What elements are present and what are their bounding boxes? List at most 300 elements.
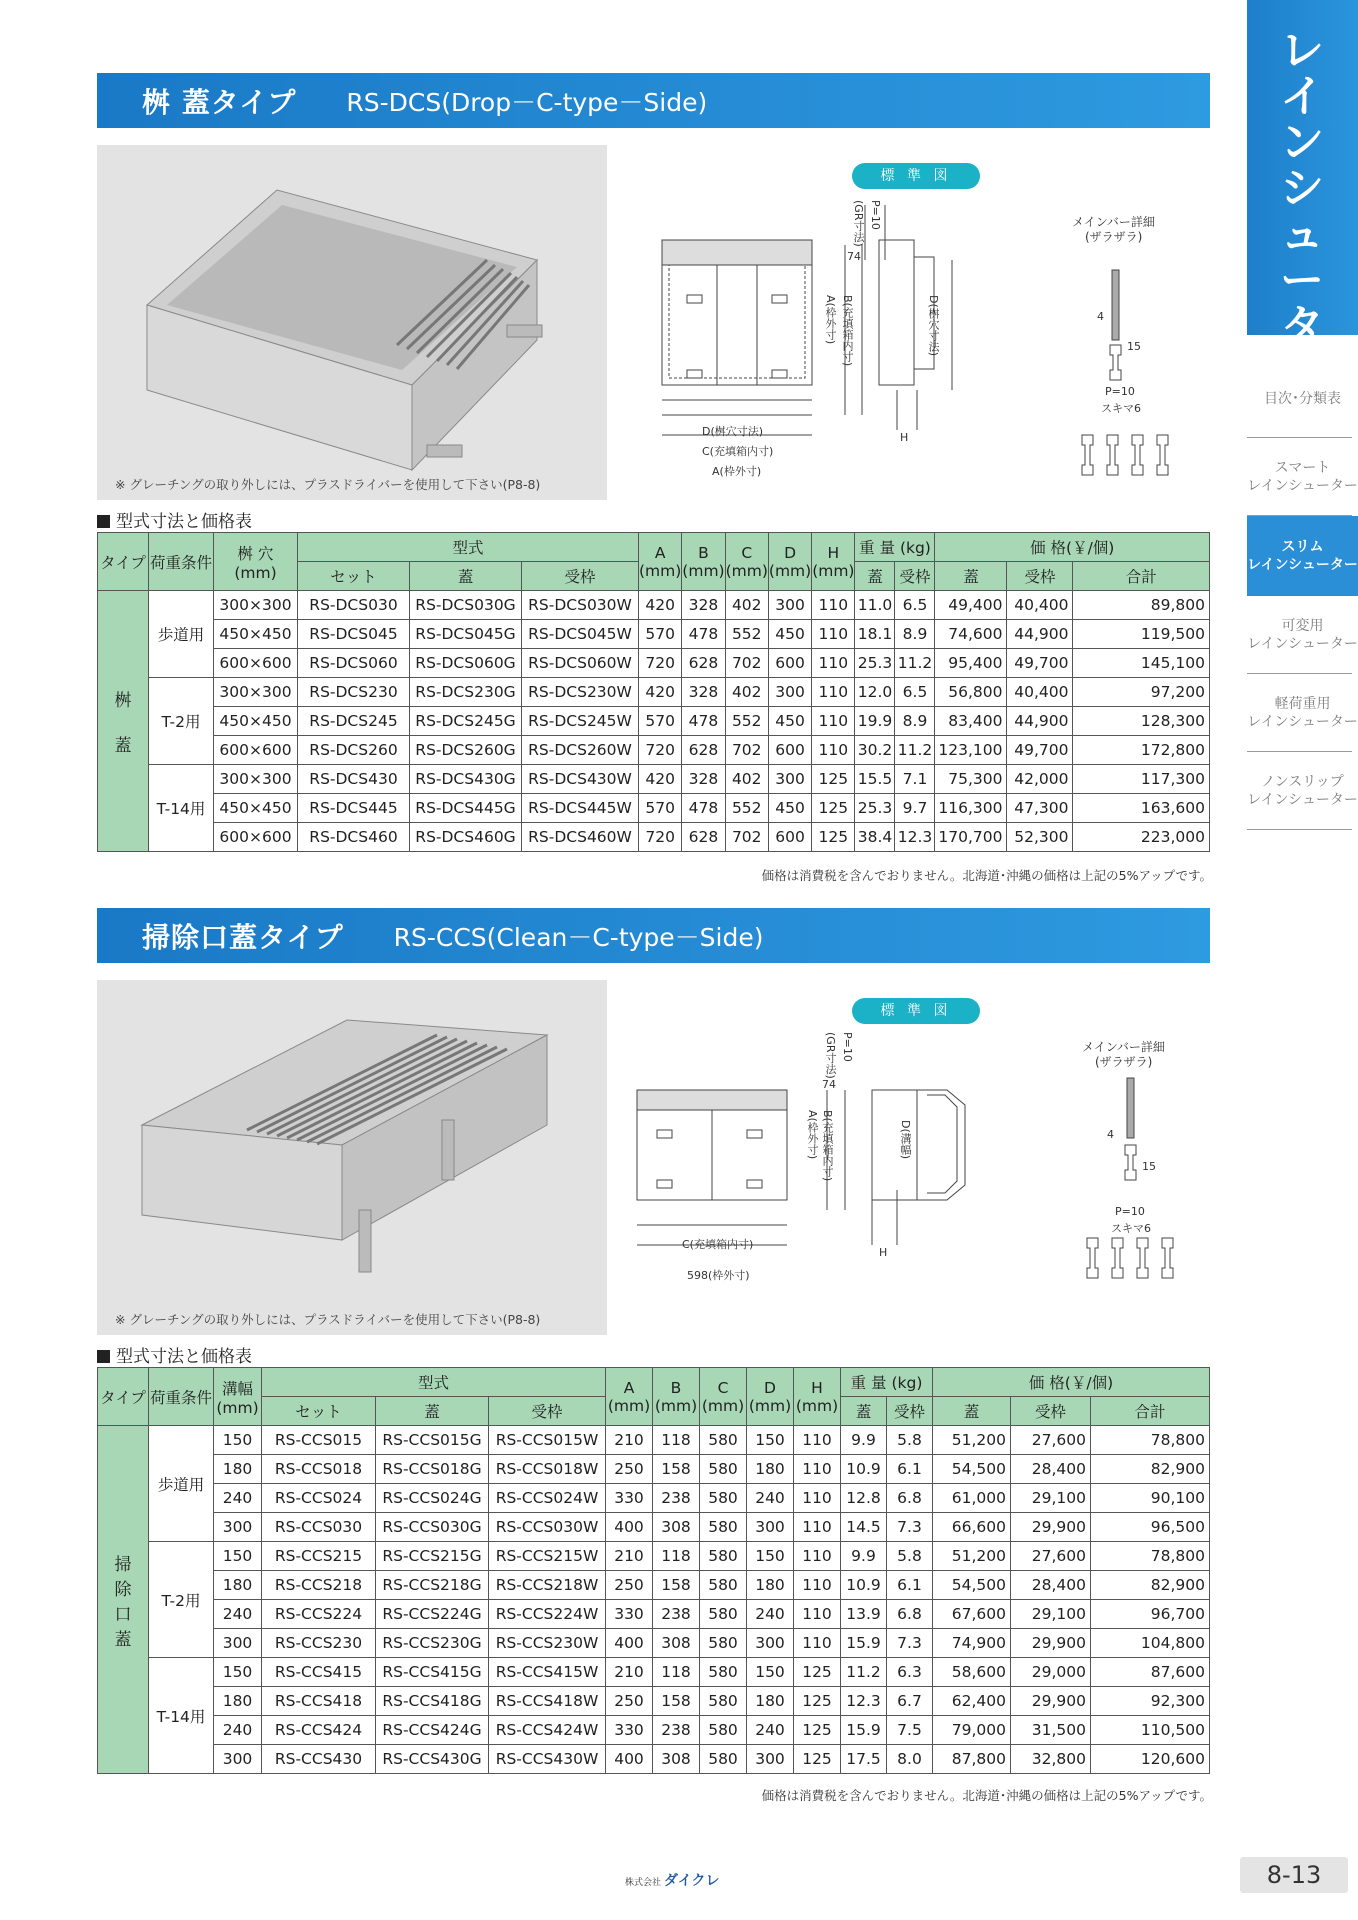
ccs-detail-pitch: P=10 xyxy=(1115,1205,1145,1218)
table-cell: RS-DCS045W xyxy=(522,620,639,649)
table-cell: 40,400 xyxy=(1007,678,1073,707)
table-cell: 150 xyxy=(747,1658,794,1687)
table-cell: 9.9 xyxy=(841,1426,887,1455)
table-cell: RS-DCS230 xyxy=(298,678,410,707)
table-cell: 580 xyxy=(700,1484,747,1513)
table-cell: 250 xyxy=(606,1455,653,1484)
table-cell: 25.3 xyxy=(855,649,895,678)
table-cell: 5.8 xyxy=(887,1542,933,1571)
table-cell: 40,400 xyxy=(1007,591,1073,620)
dcs-plan-diagram xyxy=(607,145,1210,500)
table-cell: 87,600 xyxy=(1091,1658,1210,1687)
table-cell: 580 xyxy=(700,1513,747,1542)
dcs-74-label: 74 xyxy=(847,250,861,263)
table-cell: 6.1 xyxy=(887,1455,933,1484)
table-cell: 402 xyxy=(725,765,768,794)
th-a: A (mm) xyxy=(639,533,682,591)
table-cell: 240 xyxy=(747,1484,794,1513)
table-cell: 450 xyxy=(768,794,811,823)
table-cell: 32,800 xyxy=(1011,1745,1091,1774)
table-cell: RS-DCS030W xyxy=(522,591,639,620)
table-cell: 7.3 xyxy=(887,1629,933,1658)
table-cell: 180 xyxy=(747,1687,794,1716)
th-set: セット xyxy=(262,1397,376,1426)
table-cell: 180 xyxy=(214,1687,262,1716)
table-cell: RS-DCS060G xyxy=(410,649,522,678)
table-cell: 10.9 xyxy=(841,1455,887,1484)
section1-standard-drawing xyxy=(607,145,1210,500)
table-row xyxy=(98,1484,1210,1513)
table-cell: 125 xyxy=(794,1716,841,1745)
table-cell: 29,900 xyxy=(1011,1513,1091,1542)
dcs-product-illustration xyxy=(97,145,607,500)
th-h: H (mm) xyxy=(812,533,855,591)
section1-figure-panel xyxy=(97,145,1210,500)
table-cell: 400 xyxy=(606,1629,653,1658)
table-cell: 300×300 xyxy=(214,591,298,620)
table-cell: 158 xyxy=(653,1687,700,1716)
table-cell: 600×600 xyxy=(214,823,298,852)
section2-table-caption: 型式寸法と価格表 xyxy=(97,1342,252,1367)
table-cell: 552 xyxy=(725,620,768,649)
type-cell: 桝 蓋 xyxy=(98,591,149,852)
table-cell: 6.5 xyxy=(895,591,935,620)
dcs-b-vert-label: B(充填箱内寸) xyxy=(841,295,854,367)
table-row xyxy=(98,1600,1210,1629)
table-cell: 82,900 xyxy=(1091,1571,1210,1600)
table-cell: 42,000 xyxy=(1007,765,1073,794)
dcs-gr-label: (GR寸法) xyxy=(852,200,865,247)
table-cell: RS-DCS260 xyxy=(298,736,410,765)
table-cell: 15.9 xyxy=(841,1629,887,1658)
table-cell: 8.9 xyxy=(895,620,935,649)
sidebar-item-1[interactable]: スマート レインシューター xyxy=(1247,438,1358,516)
th-p-lid: 蓋 xyxy=(935,562,1007,591)
table-row xyxy=(98,1571,1210,1600)
table-cell: 128,300 xyxy=(1073,707,1210,736)
section1-title: 桝 蓋タイプ xyxy=(142,85,297,119)
table-cell: RS-CCS418 xyxy=(262,1687,376,1716)
table-cell: 328 xyxy=(682,765,725,794)
table-cell: RS-CCS430 xyxy=(262,1745,376,1774)
table-cell: RS-DCS430 xyxy=(298,765,410,794)
table-cell: RS-CCS015G xyxy=(376,1426,489,1455)
table-cell: 19.9 xyxy=(855,707,895,736)
ccs-detail-gap: スキマ6 xyxy=(1111,1222,1151,1235)
table-cell: 330 xyxy=(606,1716,653,1745)
table-cell: 110 xyxy=(794,1600,841,1629)
table-cell: 580 xyxy=(700,1455,747,1484)
table-cell: 702 xyxy=(725,823,768,852)
table-cell: 87,800 xyxy=(933,1745,1011,1774)
table-cell: 308 xyxy=(653,1629,700,1658)
table-cell: RS-CCS424 xyxy=(262,1716,376,1745)
table-cell: 125 xyxy=(812,823,855,852)
table-cell: RS-DCS060W xyxy=(522,649,639,678)
table-cell: 14.5 xyxy=(841,1513,887,1542)
table-cell: 600 xyxy=(768,649,811,678)
load-cell: T-2用 xyxy=(149,1542,214,1658)
table-cell: RS-CCS218G xyxy=(376,1571,489,1600)
load-cell: T-2用 xyxy=(149,678,214,765)
table-cell: 125 xyxy=(794,1658,841,1687)
table-cell: 210 xyxy=(606,1426,653,1455)
table-cell: 328 xyxy=(682,678,725,707)
table-cell: RS-CCS030 xyxy=(262,1513,376,1542)
dcs-c-inner-label: C(充填箱内寸) xyxy=(702,445,774,458)
section2-price-notice: 価格は消費税を含んでおりません。北海道･沖縄の価格は上記の5%アップです。 xyxy=(761,1788,1212,1803)
th-a: A (mm) xyxy=(606,1368,653,1426)
table-cell: 400 xyxy=(606,1745,653,1774)
ccs-c-inner-label: C(充填箱内寸) xyxy=(682,1238,754,1251)
section1-price-notice: 価格は消費税を含んでおりません。北海道･沖縄の価格は上記の5%アップです。 xyxy=(761,868,1212,883)
table-cell: RS-CCS215W xyxy=(489,1542,606,1571)
table-cell: 478 xyxy=(682,794,725,823)
table-cell: RS-CCS418G xyxy=(376,1687,489,1716)
table-cell: 238 xyxy=(653,1716,700,1745)
table-cell: 9.7 xyxy=(895,794,935,823)
table-cell: 570 xyxy=(639,794,682,823)
table-cell: 158 xyxy=(653,1571,700,1600)
table-cell: RS-CCS015W xyxy=(489,1426,606,1455)
section2-product-photo xyxy=(97,980,607,1335)
table-cell: 89,800 xyxy=(1073,591,1210,620)
sidebar-item-0[interactable]: 目次･分類表 xyxy=(1247,360,1358,438)
table-cell: RS-CCS218 xyxy=(262,1571,376,1600)
th-model: 型式 xyxy=(298,533,639,562)
table-cell: RS-CCS430G xyxy=(376,1745,489,1774)
table-cell: 110,500 xyxy=(1091,1716,1210,1745)
th-w-frame: 受枠 xyxy=(895,562,935,591)
dcs-detail-title: メインバー詳細 xyxy=(1072,215,1155,229)
th-price: 価 格(￥/個) xyxy=(933,1368,1210,1397)
table-cell: 238 xyxy=(653,1484,700,1513)
table-row xyxy=(98,1426,1210,1455)
table-cell: 6.3 xyxy=(887,1658,933,1687)
table-cell: RS-CCS215G xyxy=(376,1542,489,1571)
ccs-p10-label: P=10 xyxy=(841,1032,854,1062)
table-cell: 17.5 xyxy=(841,1745,887,1774)
square-bullet-icon xyxy=(97,1350,110,1363)
table-cell: 6.8 xyxy=(887,1484,933,1513)
table-cell: 330 xyxy=(606,1484,653,1513)
table-cell: 328 xyxy=(682,591,725,620)
table-cell: 125 xyxy=(794,1687,841,1716)
table-cell: 9.9 xyxy=(841,1542,887,1571)
section2-standard-badge: 標 準 図 xyxy=(852,998,980,1024)
table-cell: 300 xyxy=(768,765,811,794)
dcs-a-vert-label: A(枠外寸) xyxy=(824,295,837,345)
table-cell: 11.2 xyxy=(895,649,935,678)
sidebar-item-4[interactable]: 軽荷重用 レインシューター xyxy=(1247,674,1358,752)
table-cell: 300×300 xyxy=(214,765,298,794)
table-cell: 8.0 xyxy=(887,1745,933,1774)
th-lid: 蓋 xyxy=(376,1397,489,1426)
table-cell: 478 xyxy=(682,620,725,649)
table-cell: 552 xyxy=(725,707,768,736)
table-cell: 308 xyxy=(653,1745,700,1774)
table-row xyxy=(98,1658,1210,1687)
table-cell: 110 xyxy=(812,736,855,765)
table-cell: RS-CCS024 xyxy=(262,1484,376,1513)
table-cell: 110 xyxy=(812,620,855,649)
table-cell: 300 xyxy=(747,1745,794,1774)
table-cell: 96,700 xyxy=(1091,1600,1210,1629)
table-cell: 47,300 xyxy=(1007,794,1073,823)
section1-table-caption: 型式寸法と価格表 xyxy=(97,507,252,532)
table-cell: 702 xyxy=(725,649,768,678)
th-d: D (mm) xyxy=(747,1368,794,1426)
table-cell: RS-CCS018 xyxy=(262,1455,376,1484)
table-cell: 110 xyxy=(794,1484,841,1513)
table-cell: 51,200 xyxy=(933,1542,1011,1571)
table-cell: 580 xyxy=(700,1600,747,1629)
table-cell: 580 xyxy=(700,1745,747,1774)
table-cell: 104,800 xyxy=(1091,1629,1210,1658)
table-cell: 163,600 xyxy=(1073,794,1210,823)
table-cell: 54,500 xyxy=(933,1571,1011,1600)
table-cell: 570 xyxy=(639,707,682,736)
table-cell: RS-DCS060 xyxy=(298,649,410,678)
table-cell: 125 xyxy=(794,1745,841,1774)
th-h: H (mm) xyxy=(794,1368,841,1426)
table-cell: 29,900 xyxy=(1011,1687,1091,1716)
table-cell: 300 xyxy=(768,678,811,707)
table-cell: 240 xyxy=(747,1600,794,1629)
table-cell: 74,600 xyxy=(935,620,1007,649)
table-cell: RS-DCS045G xyxy=(410,620,522,649)
table-cell: 150 xyxy=(747,1542,794,1571)
table-cell: 330 xyxy=(606,1600,653,1629)
table-cell: 38.4 xyxy=(855,823,895,852)
table-cell: 15.5 xyxy=(855,765,895,794)
dcs-detail-15: 15 xyxy=(1127,340,1141,353)
section1-header xyxy=(97,73,1210,128)
table-cell: 119,500 xyxy=(1073,620,1210,649)
table-cell: 300 xyxy=(747,1629,794,1658)
table-cell: RS-CCS424G xyxy=(376,1716,489,1745)
table-cell: 5.8 xyxy=(887,1426,933,1455)
table-cell: 420 xyxy=(639,678,682,707)
table-cell: 118 xyxy=(653,1426,700,1455)
sidebar-category-title: レインシューター xyxy=(1280,25,1324,398)
load-cell: 歩道用 xyxy=(149,1426,214,1542)
table-cell: 600 xyxy=(768,736,811,765)
th-w-frame: 受枠 xyxy=(887,1397,933,1426)
table-cell: 30.2 xyxy=(855,736,895,765)
table-cell: 11.2 xyxy=(841,1658,887,1687)
table-cell: RS-CCS418W xyxy=(489,1687,606,1716)
th-p-total: 合計 xyxy=(1073,562,1210,591)
table-cell: 250 xyxy=(606,1687,653,1716)
th-p-frame: 受枠 xyxy=(1007,562,1073,591)
ccs-outer-label: 598(枠外寸) xyxy=(687,1269,750,1282)
table-cell: RS-DCS430G xyxy=(410,765,522,794)
th-b: B (mm) xyxy=(682,533,725,591)
table-cell: RS-DCS260G xyxy=(410,736,522,765)
ccs-detail-4: 4 xyxy=(1107,1128,1114,1141)
square-bullet-icon xyxy=(97,515,110,528)
table-cell: RS-CCS030G xyxy=(376,1513,489,1542)
table-cell: 150 xyxy=(214,1542,262,1571)
table-cell: 240 xyxy=(214,1716,262,1745)
table-cell: 300 xyxy=(768,591,811,620)
table-cell: 402 xyxy=(725,591,768,620)
th-w-lid: 蓋 xyxy=(855,562,895,591)
table-cell: 180 xyxy=(214,1455,262,1484)
table-cell: RS-DCS445 xyxy=(298,794,410,823)
table-cell: 180 xyxy=(747,1455,794,1484)
table-row xyxy=(98,794,1210,823)
table-cell: RS-DCS030 xyxy=(298,591,410,620)
table-row xyxy=(98,707,1210,736)
th-b: B (mm) xyxy=(653,1368,700,1426)
table-cell: 580 xyxy=(700,1629,747,1658)
table-row xyxy=(98,1716,1210,1745)
table-cell: 300 xyxy=(214,1745,262,1774)
th-d: D (mm) xyxy=(768,533,811,591)
sidebar-item-5[interactable]: ノンスリップ レインシューター xyxy=(1247,752,1358,830)
section2-spec-table xyxy=(97,1367,1210,1774)
table-cell: 402 xyxy=(725,678,768,707)
table-cell: 180 xyxy=(214,1571,262,1600)
table-cell: RS-CCS024G xyxy=(376,1484,489,1513)
table-cell: RS-DCS260W xyxy=(522,736,639,765)
table-cell: 62,400 xyxy=(933,1687,1011,1716)
table-cell: 6.5 xyxy=(895,678,935,707)
table-cell: 308 xyxy=(653,1513,700,1542)
table-cell: 75,300 xyxy=(935,765,1007,794)
section2-header xyxy=(97,908,1210,963)
table-row xyxy=(98,649,1210,678)
section2-code: RS-CCS(Clean－C-type－Side) xyxy=(393,922,764,952)
ccs-74-label: 74 xyxy=(822,1078,836,1091)
table-cell: 15.9 xyxy=(841,1716,887,1745)
table-cell: 150 xyxy=(214,1426,262,1455)
table-cell: RS-DCS245 xyxy=(298,707,410,736)
sidebar-item-2[interactable]: スリム レインシューター xyxy=(1247,516,1358,596)
table-cell: 300 xyxy=(214,1513,262,1542)
ccs-a-vert-label: A(枠外寸) xyxy=(806,1110,819,1160)
section2-title: 掃除口蓋タイプ xyxy=(142,920,344,954)
th-type: タイプ xyxy=(98,533,149,591)
table-cell: 580 xyxy=(700,1542,747,1571)
table-cell: 49,700 xyxy=(1007,736,1073,765)
table-cell: 450×450 xyxy=(214,794,298,823)
table-cell: 110 xyxy=(812,678,855,707)
dcs-detail-gap: スキマ6 xyxy=(1101,402,1141,415)
table-cell: 49,400 xyxy=(935,591,1007,620)
table-cell: RS-DCS045 xyxy=(298,620,410,649)
dcs-a-outer-label: A(枠外寸) xyxy=(712,465,762,478)
table-cell: RS-CCS215 xyxy=(262,1542,376,1571)
table-cell: 628 xyxy=(682,823,725,852)
table-cell: 118 xyxy=(653,1542,700,1571)
table-cell: RS-DCS430W xyxy=(522,765,639,794)
section2-standard-drawing xyxy=(607,980,1210,1335)
table-cell: 158 xyxy=(653,1455,700,1484)
ccs-detail-15: 15 xyxy=(1142,1160,1156,1173)
table-row xyxy=(98,1629,1210,1658)
table-cell: 6.8 xyxy=(887,1600,933,1629)
table-cell: 44,900 xyxy=(1007,707,1073,736)
table-cell: 90,100 xyxy=(1091,1484,1210,1513)
table-cell: 150 xyxy=(214,1658,262,1687)
table-cell: 27,600 xyxy=(1011,1542,1091,1571)
th-hole: 桝 穴 (mm) xyxy=(214,533,298,591)
table-cell: 96,500 xyxy=(1091,1513,1210,1542)
table-cell: 12.8 xyxy=(841,1484,887,1513)
section2-photo-note: ※ グレーチングの取り外しには、プラスドライバーを使用して下さい(P8-8) xyxy=(115,1312,541,1327)
sidebar-item-3[interactable]: 可変用 レインシューター xyxy=(1247,596,1358,674)
table-cell: 450 xyxy=(768,620,811,649)
table-cell: RS-CCS424W xyxy=(489,1716,606,1745)
load-cell: T-14用 xyxy=(149,1658,214,1774)
table-cell: 28,400 xyxy=(1011,1571,1091,1600)
table-cell: 478 xyxy=(682,707,725,736)
table-row xyxy=(98,1455,1210,1484)
table-cell: 28,400 xyxy=(1011,1455,1091,1484)
table-cell: 300 xyxy=(747,1513,794,1542)
ccs-product-illustration xyxy=(97,980,607,1335)
th-p-frame: 受枠 xyxy=(1011,1397,1091,1426)
table-cell: 8.9 xyxy=(895,707,935,736)
table-cell: RS-DCS245G xyxy=(410,707,522,736)
table-cell: 110 xyxy=(812,707,855,736)
table-cell: 12.3 xyxy=(895,823,935,852)
table-cell: 110 xyxy=(794,1513,841,1542)
table-cell: 170,700 xyxy=(935,823,1007,852)
table-cell: 110 xyxy=(794,1426,841,1455)
dcs-h-label: H xyxy=(900,431,909,444)
table-row xyxy=(98,620,1210,649)
table-cell: 52,300 xyxy=(1007,823,1073,852)
table-row xyxy=(98,765,1210,794)
table-cell: 123,100 xyxy=(935,736,1007,765)
table-cell: 51,200 xyxy=(933,1426,1011,1455)
th-load: 荷重条件 xyxy=(149,1368,214,1426)
table-cell: 240 xyxy=(214,1600,262,1629)
section1-code: RS-DCS(Drop－C-type－Side) xyxy=(346,87,708,117)
th-p-lid: 蓋 xyxy=(933,1397,1011,1426)
table-cell: 56,800 xyxy=(935,678,1007,707)
table-cell: 13.9 xyxy=(841,1600,887,1629)
th-load: 荷重条件 xyxy=(149,533,214,591)
table-cell: 95,400 xyxy=(935,649,1007,678)
table-cell: 49,700 xyxy=(1007,649,1073,678)
dcs-detail-4: 4 xyxy=(1097,310,1104,323)
table-cell: RS-CCS224 xyxy=(262,1600,376,1629)
table-cell: 150 xyxy=(747,1426,794,1455)
section1-product-photo xyxy=(97,145,607,500)
table-cell: 420 xyxy=(639,765,682,794)
table-cell: 117,300 xyxy=(1073,765,1210,794)
table-cell: 210 xyxy=(606,1542,653,1571)
table-cell: RS-DCS030G xyxy=(410,591,522,620)
table-cell: 600×600 xyxy=(214,736,298,765)
table-cell: 11.0 xyxy=(855,591,895,620)
table-cell: 79,000 xyxy=(933,1716,1011,1745)
th-weight: 重 量 (kg) xyxy=(841,1368,933,1397)
table-cell: 238 xyxy=(653,1600,700,1629)
table-cell: 580 xyxy=(700,1658,747,1687)
table-cell: 450×450 xyxy=(214,620,298,649)
table-cell: 125 xyxy=(812,765,855,794)
table-cell: RS-DCS445W xyxy=(522,794,639,823)
table-cell: 7.5 xyxy=(887,1716,933,1745)
table-cell: 580 xyxy=(700,1716,747,1745)
table-cell: 600×600 xyxy=(214,649,298,678)
